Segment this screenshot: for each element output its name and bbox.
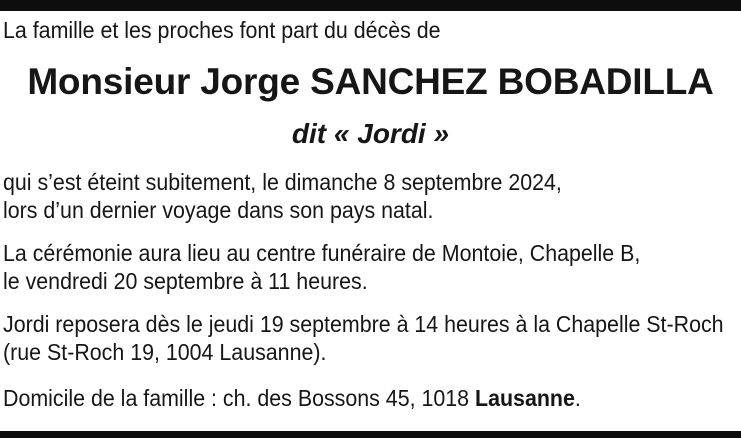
deceased-nickname: dit « Jordi » (291, 118, 450, 149)
paragraph-line: qui s’est éteint subitement, le dimanche 8 septembre 2024, (3, 169, 562, 195)
ceremony-paragraph (3, 239, 741, 295)
death-circumstances-paragraph (3, 168, 741, 224)
paragraph-line: le vendredi 20 septembre à 11 heures. (3, 268, 368, 294)
paragraph-line: lors d’un dernier voyage dans son pays natal. (3, 197, 434, 223)
top-border-bar (0, 0, 741, 11)
repose-paragraph (3, 310, 741, 366)
paragraph-line: La cérémonie aura lieu au centre funéraire de Montoie, Chapelle B, (3, 240, 641, 266)
paragraph-line: Jordi reposera dès le jeudi 19 septembre à 14 heures à la Chapelle St-Roch (3, 311, 724, 337)
family-address-text: Domicile de la famille : ch. des Bossons 45, 1018 (3, 385, 476, 411)
notice-content (0, 11, 741, 412)
family-address-city: Lausanne (475, 385, 575, 411)
bottom-border-bar (0, 431, 741, 438)
family-address-period: . (574, 385, 581, 411)
deceased-name: Monsieur Jorge SANCHEZ BOBADILLA (27, 61, 714, 102)
paragraph-line: (rue St-Roch 19, 1004 Lausanne). (3, 339, 327, 365)
family-address-paragraph (3, 384, 741, 412)
paragraph-line (3, 384, 689, 412)
intro-line: La famille et les proches font part du décès de (3, 17, 441, 43)
